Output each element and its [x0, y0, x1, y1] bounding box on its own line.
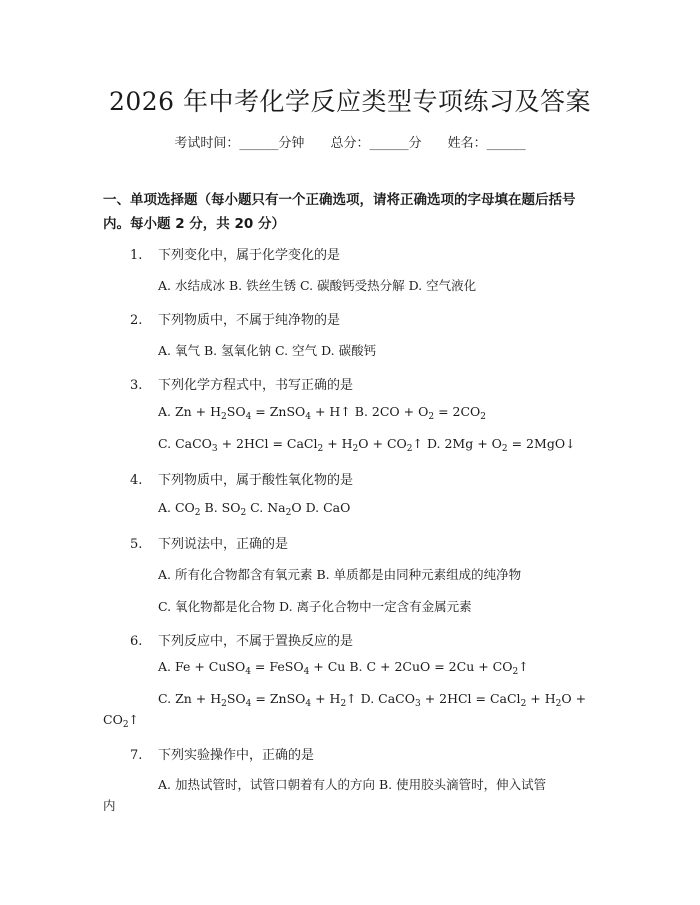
question-stem: 下列变化中，属于化学变化的是 [158, 248, 341, 263]
question-options: C. CaCO$_3$ + 2HCl = CaCl$_2$ + $H_2O$ + $CO_2↑$ D. $2Mg + O_2$ = 2MgO↓ [158, 436, 576, 454]
question-stem: 下列物质中，不属于纯净物的是 [158, 313, 341, 328]
question [130, 630, 353, 649]
question-options: A. 加热试管时，试管口朝着有人的方向 B. 使用胶头滴管时，伸入试管 [158, 777, 547, 792]
question-number: 1. [130, 248, 143, 263]
question-options: A. 水结成冰 B. 铁丝生锈 C. 碳酸钙受热分解 D. 空气液化 [158, 278, 477, 293]
total-score: 总分：______分 [330, 136, 422, 151]
page-title: 2026 年中考化学反应类型专项练习及答案 [108, 87, 592, 116]
student-name: 姓名：______ [447, 136, 526, 151]
question [130, 744, 314, 763]
question-stem: 下列物质中，属于酸性氧化物的是 [158, 473, 354, 488]
question [130, 309, 340, 328]
question-options-wrap: $CO_2↑$ [103, 712, 140, 730]
exam-meta [0, 132, 700, 151]
question-stem: 下列反应中，不属于置换反应的是 [158, 634, 354, 649]
question-options: A. 所有化合物都含有氧元素 B. 单质都是由同种元素组成的纯净物 [158, 567, 522, 582]
question-number: 6. [130, 634, 143, 649]
question-stem: 下列说法中，正确的是 [158, 537, 289, 552]
question-options: A. 氧气 B. 氢氧化钠 C. 空气 D. 碳酸钙 [158, 343, 377, 358]
question-options: A. Fe + CuSO$_4$ = FeSO$_4$ + Cu B. $C + 2CuO = 2Cu + CO_2↑$ [158, 659, 529, 677]
question-number: 7. [130, 748, 143, 763]
question-number: 3. [130, 378, 143, 393]
question-number: 4. [130, 473, 143, 488]
question [130, 533, 288, 552]
question-options: A. $Zn + H_2SO_4$ = ZnSO$_4$ + H↑ B. $2CO + O_2 = 2CO_2$ [158, 404, 487, 422]
question-options: C. $Zn + H_2SO_4$ = ZnSO$_4$ + $H_2↑$ D. CaCO$_3$ + 2HCl = CaCl$_2$ + $H_2O$ + [158, 691, 587, 709]
question [130, 469, 353, 488]
exam-time: 考试时间：______分钟 [174, 136, 305, 151]
question-number: 2. [130, 313, 143, 328]
question [130, 244, 340, 263]
question-options: A. $CO_2$ B. $SO_2$ C. $Na_2O$ D. CaO [158, 500, 351, 518]
question-stem: 下列化学方程式中，书写正确的是 [158, 378, 354, 393]
section-heading: 一、单项选择题（每小题只有一个正确选项，请将正确选项的字母填在题后括号内。每小题 2 分，共 20 分） [103, 192, 576, 232]
question-options: C. 氧化物都是化合物 D. 离子化合物中一定含有金属元素 [158, 599, 472, 614]
question-number: 5. [130, 537, 143, 552]
question-stem: 下列实验操作中，正确的是 [158, 748, 315, 763]
question [130, 374, 353, 393]
question-options-wrap: 内 [103, 798, 116, 813]
